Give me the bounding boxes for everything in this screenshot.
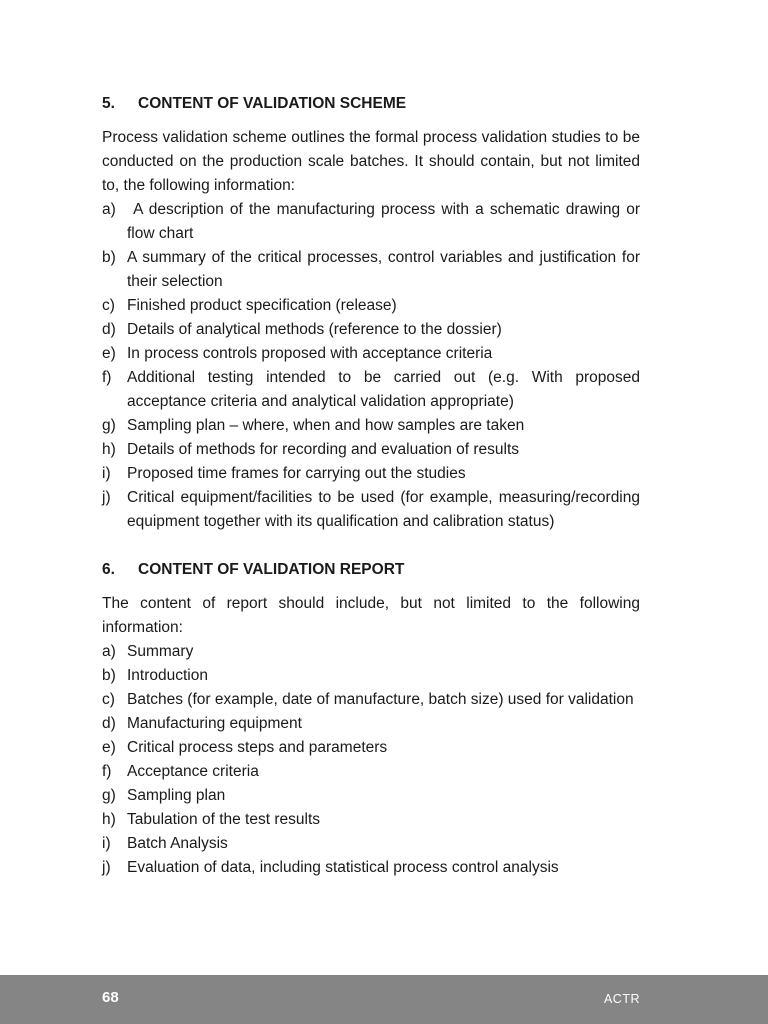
list-marker: j)	[102, 489, 111, 506]
list-item	[102, 832, 640, 856]
list-item	[102, 486, 640, 534]
list-text: Critical equipment/facilities to be used (for example, measuring/recording equipment together with its qualification and calibration status)	[127, 489, 640, 530]
list-text: Additional testing intended to be carried out (e.g. With proposed acceptance criteria and analytical validation appropriate)	[127, 369, 640, 410]
section-heading	[102, 558, 640, 582]
list-marker: d)	[102, 715, 116, 732]
list-marker: e)	[102, 345, 116, 362]
section-heading	[102, 92, 640, 116]
list-item	[102, 414, 640, 438]
list-marker: i)	[102, 465, 111, 482]
list-item	[102, 760, 640, 784]
list-item	[102, 640, 640, 664]
footer-brand: ACTR	[603, 992, 640, 1006]
list-marker: h)	[102, 811, 116, 828]
list-text: Summary	[127, 643, 194, 660]
list-text: Proposed time frames for carrying out the studies	[127, 465, 466, 482]
list-text: Sampling plan	[127, 787, 226, 804]
validation-scheme-list	[102, 198, 645, 534]
page-footer	[0, 975, 768, 1024]
list-marker: c)	[102, 297, 115, 314]
list-item	[102, 712, 640, 736]
list-item	[102, 688, 640, 712]
list-marker: d)	[102, 321, 116, 338]
list-text: Sampling plan – where, when and how samples are taken	[127, 417, 525, 434]
list-item	[102, 808, 640, 832]
list-item	[102, 856, 640, 880]
list-marker: g)	[102, 417, 116, 434]
list-item	[102, 736, 640, 760]
list-item	[102, 462, 640, 486]
section-number: 5.	[102, 95, 115, 112]
list-text: Details of methods for recording and evaluation of results	[127, 441, 520, 458]
section-spacer	[102, 534, 640, 558]
list-marker: b)	[102, 667, 116, 684]
validation-report-list	[102, 640, 640, 880]
document-body	[102, 92, 645, 880]
list-item	[102, 664, 640, 688]
list-item	[102, 294, 640, 318]
list-text: Finished product specification (release)	[127, 297, 397, 314]
list-text: Evaluation of data, including statistical process control analysis	[127, 859, 559, 876]
list-text: Tabulation of the test results	[127, 811, 321, 828]
list-marker: i)	[102, 835, 111, 852]
list-marker: c)	[102, 691, 115, 708]
section-intro: Process validation scheme outlines the formal process validation studies to be conducted on the production scale batches. It should contain, but not limited to, the following information:	[102, 129, 640, 194]
list-item	[102, 342, 640, 366]
section-title: CONTENT OF VALIDATION SCHEME	[138, 95, 407, 112]
section-number: 6.	[102, 561, 115, 578]
section-intro: The content of report should include, but not limited to the following information:	[102, 595, 640, 636]
list-text: In process controls proposed with acceptance criteria	[127, 345, 493, 362]
list-text: Details of analytical methods (reference to the dossier)	[127, 321, 502, 338]
list-item	[102, 246, 640, 294]
section-title: CONTENT OF VALIDATION REPORT	[138, 561, 405, 578]
list-item	[102, 784, 640, 808]
list-item	[102, 438, 640, 462]
list-marker: h)	[102, 441, 116, 458]
list-text: Batch Analysis	[127, 835, 228, 852]
list-marker: f)	[102, 369, 112, 386]
list-text: A description of the manufacturing process with a schematic drawing or flow chart	[127, 201, 645, 242]
list-item	[102, 318, 640, 342]
list-marker: j)	[102, 859, 111, 876]
list-text: A summary of the critical processes, control variables and justification for their selection	[127, 249, 640, 290]
list-text: Critical process steps and parameters	[127, 739, 388, 756]
list-marker: a)	[102, 643, 116, 660]
list-marker: a)	[102, 201, 116, 218]
list-marker: b)	[102, 249, 116, 266]
list-text: Manufacturing equipment	[127, 715, 302, 732]
list-marker: e)	[102, 739, 116, 756]
list-marker: g)	[102, 787, 116, 804]
list-text: Batches (for example, date of manufacture, batch size) used for validation	[127, 691, 634, 708]
list-item	[102, 198, 645, 246]
list-item	[102, 366, 640, 414]
list-marker: f)	[102, 763, 112, 780]
list-text: Introduction	[127, 667, 208, 684]
list-text: Acceptance criteria	[127, 763, 259, 780]
page-number: 68	[102, 989, 119, 1006]
